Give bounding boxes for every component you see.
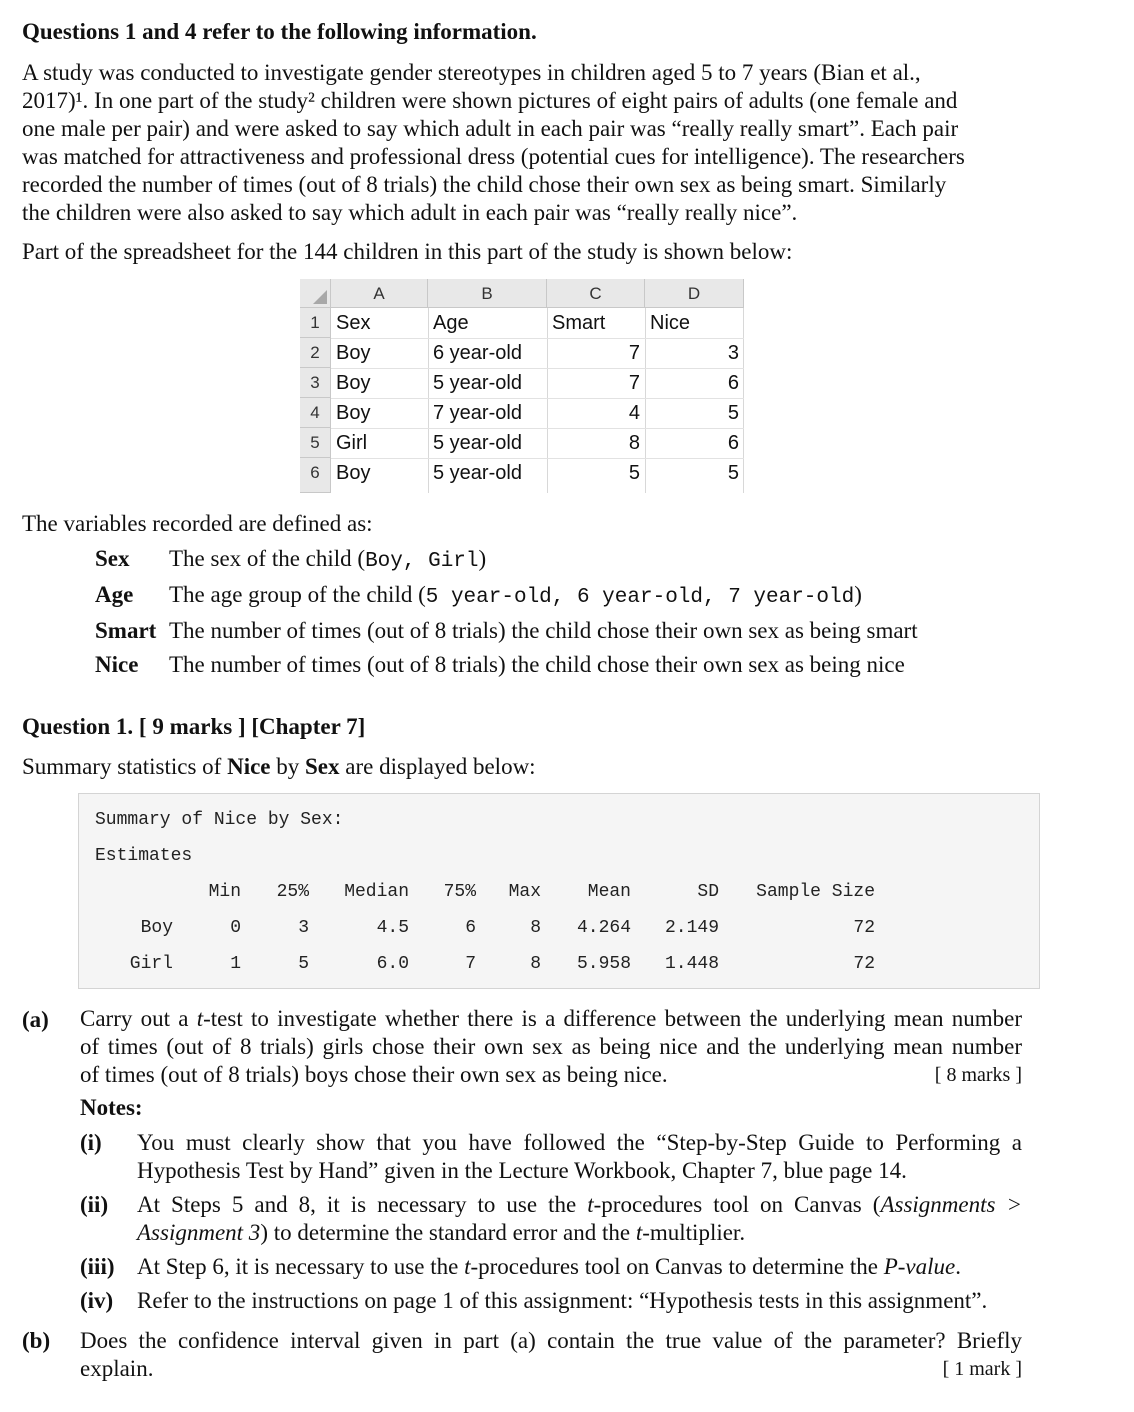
cell-age[interactable]: 5 year-old bbox=[433, 432, 522, 454]
r-cell: 8 bbox=[530, 918, 541, 938]
caption-text: Summary statistics of bbox=[22, 754, 228, 779]
r-output-title: Summary of Nice by Sex: bbox=[95, 810, 344, 830]
cell-sex[interactable]: Boy bbox=[336, 402, 371, 424]
note-ii bbox=[137, 1191, 1022, 1247]
cell-smart[interactable]: 7 bbox=[628, 372, 640, 394]
spreadsheet bbox=[300, 279, 744, 493]
def-term-smart: Smart bbox=[95, 618, 157, 643]
column-header-a[interactable]: A bbox=[331, 279, 428, 308]
variables-intro: The variables recorded are defined as: bbox=[22, 511, 373, 536]
note-number: (iv) bbox=[80, 1288, 114, 1313]
row-header[interactable]: 4 bbox=[300, 398, 331, 428]
select-all-corner[interactable] bbox=[300, 279, 331, 308]
summary-caption bbox=[22, 754, 536, 780]
intro-line: recorded the number of times (out of 8 trials) the child chose their own sex as being smart. Similarly bbox=[22, 172, 947, 197]
intro-line: one male per pair) and were asked to say which adult in each pair was “really really smart”. Each pair bbox=[22, 116, 959, 141]
part-b-question bbox=[80, 1327, 1022, 1383]
def-term-sex: Sex bbox=[95, 546, 130, 571]
text: Carry out a bbox=[80, 1006, 197, 1031]
r-cell: 72 bbox=[853, 918, 875, 938]
intro-line: the children were also asked to say which adult in each pair was “really really nice”. bbox=[22, 200, 798, 225]
cell-sex[interactable]: Girl bbox=[336, 432, 368, 454]
text: ) to determine the standard error and the bbox=[260, 1220, 636, 1245]
intro-paragraph bbox=[22, 59, 1022, 227]
r-col-header: 25% bbox=[276, 882, 309, 902]
r-cell: 4.264 bbox=[576, 918, 631, 938]
def-term-nice: Nice bbox=[95, 652, 139, 677]
note-number: (ii) bbox=[80, 1192, 109, 1217]
part-a-marks: [ 8 marks ] bbox=[934, 1064, 1022, 1086]
r-col-header: Sample Size bbox=[756, 882, 875, 902]
r-cell: 8 bbox=[530, 954, 541, 974]
caption-var-sex: Sex bbox=[305, 754, 340, 779]
r-cell: 72 bbox=[853, 954, 875, 974]
row-header[interactable]: 5 bbox=[300, 428, 331, 458]
note-line: Hypothesis Test by Hand” given in the Lecture Workbook, Chapter 7, blue page 14. bbox=[137, 1158, 907, 1183]
note-iii bbox=[137, 1253, 1022, 1281]
r-cell: 4.5 bbox=[376, 918, 409, 938]
part-b-marks: [ 1 mark ] bbox=[942, 1358, 1022, 1380]
note-line bbox=[137, 1219, 1022, 1247]
r-cell: 2.149 bbox=[664, 918, 719, 938]
r-col-header: Median bbox=[344, 882, 409, 902]
note-line bbox=[137, 1191, 1022, 1219]
r-cell: 5 bbox=[298, 954, 309, 974]
r-output-subtitle: Estimates bbox=[95, 846, 193, 866]
def-desc-text: ) bbox=[478, 546, 487, 571]
caption-var-nice: Nice bbox=[227, 754, 271, 779]
cell-nice[interactable]: 5 bbox=[727, 402, 739, 424]
cell-nice[interactable]: 3 bbox=[727, 342, 739, 364]
notes-label: Notes: bbox=[80, 1095, 143, 1120]
note-line bbox=[137, 1253, 1022, 1281]
question1-title: Question 1. [ 9 marks ] [Chapter 7] bbox=[22, 714, 366, 739]
cell-header-sex[interactable]: Sex bbox=[336, 312, 371, 334]
cell-header-nice[interactable]: Nice bbox=[650, 312, 691, 334]
def-desc-text: The age group of the child ( bbox=[169, 582, 426, 607]
corner-triangle-icon bbox=[313, 290, 327, 304]
italic-text: Assignment 3 bbox=[137, 1220, 261, 1245]
intro-line: A study was conducted to investigate gender stereotypes in children aged 5 to 7 years (Bian et al., bbox=[22, 60, 921, 85]
def-desc-nice: The number of times (out of 8 trials) the child chose their own sex as being nice bbox=[169, 652, 905, 677]
italic-text: P-value bbox=[883, 1254, 956, 1279]
cell-nice[interactable]: 6 bbox=[727, 372, 739, 394]
intro-line: was matched for attractiveness and professional dress (potential cues for intelligence). The researchers bbox=[22, 144, 965, 169]
cell-header-age[interactable]: Age bbox=[433, 312, 469, 334]
text: -multiplier. bbox=[642, 1220, 746, 1245]
note-line: Refer to the instructions on page 1 of this assignment: “Hypothesis tests in this assignment”. bbox=[137, 1288, 988, 1313]
def-desc-text: The sex of the child ( bbox=[169, 546, 366, 571]
row-header[interactable]: 2 bbox=[300, 338, 331, 368]
note-i bbox=[137, 1129, 1022, 1185]
r-cell: 0 bbox=[230, 918, 241, 938]
text: -test to investigate whether there is a difference between the underlying mean number bbox=[203, 1006, 1022, 1031]
note-number: (i) bbox=[80, 1130, 102, 1155]
cell-sex[interactable]: Boy bbox=[336, 372, 371, 394]
note-line: You must clearly show that you have followed the “Step-by-Step Guide to Performing a bbox=[137, 1130, 1022, 1155]
def-desc-sex bbox=[169, 546, 486, 573]
row-header[interactable]: 1 bbox=[300, 308, 331, 338]
note-number: (iii) bbox=[80, 1254, 115, 1279]
row-header[interactable]: 3 bbox=[300, 368, 331, 398]
def-desc-age bbox=[169, 582, 862, 609]
part-a-line: of times (out of 8 trials) boys chose their own sex as being nice. bbox=[80, 1062, 668, 1087]
r-cell: 1.448 bbox=[664, 954, 719, 974]
cell-smart[interactable]: 4 bbox=[628, 402, 640, 424]
text: At Steps 5 and 8, it is necessary to use the bbox=[137, 1192, 588, 1217]
intro-line: 2017)¹. In one part of the study² children were shown pictures of eight pairs of adults (one female and bbox=[22, 88, 958, 113]
cell-nice[interactable]: 6 bbox=[727, 432, 739, 454]
def-desc-smart: The number of times (out of 8 trials) the child chose their own sex as being smart bbox=[169, 618, 918, 643]
def-code: 5 year-old, 6 year-old, 7 year-old bbox=[425, 586, 855, 609]
italic-t: t bbox=[464, 1254, 471, 1279]
r-col-header: Max bbox=[508, 882, 541, 902]
cell-age[interactable]: 5 year-old bbox=[433, 462, 522, 484]
r-cell: 3 bbox=[298, 918, 309, 938]
cell-smart[interactable]: 8 bbox=[628, 432, 640, 454]
spreadsheet-intro: Part of the spreadsheet for the 144 children in this part of the study is shown below: bbox=[22, 239, 793, 264]
cell-nice[interactable]: 5 bbox=[727, 462, 739, 484]
cell-smart[interactable]: 5 bbox=[628, 462, 640, 484]
column-header-b[interactable]: B bbox=[428, 279, 547, 308]
r-cell: 5.958 bbox=[576, 954, 631, 974]
r-cell: 1 bbox=[230, 954, 241, 974]
cell-smart[interactable]: 7 bbox=[628, 342, 640, 364]
column-header-c[interactable]: C bbox=[547, 279, 645, 308]
cell-age[interactable]: 6 year-old bbox=[433, 342, 522, 364]
r-row-label: Boy bbox=[140, 918, 173, 938]
italic-t: t bbox=[196, 1006, 204, 1031]
note-iv bbox=[137, 1287, 1022, 1315]
r-row-label: Girl bbox=[129, 954, 173, 974]
row-header[interactable]: 6 bbox=[300, 458, 331, 493]
section-heading: Questions 1 and 4 refer to the following information. bbox=[22, 19, 537, 44]
cell-header-smart[interactable]: Smart bbox=[552, 312, 606, 334]
r-col-header: Min bbox=[208, 882, 241, 902]
part-a-line bbox=[80, 1005, 1022, 1033]
part-a-label: (a) bbox=[22, 1007, 49, 1032]
text: -procedures tool on Canvas ( bbox=[593, 1192, 881, 1217]
text: At Step 6, it is necessary to use the bbox=[137, 1254, 465, 1279]
r-col-header: 75% bbox=[443, 882, 476, 902]
r-col-header: SD bbox=[697, 882, 719, 902]
cell-age[interactable]: 5 year-old bbox=[433, 372, 522, 394]
def-code: Boy, Girl bbox=[365, 550, 479, 573]
italic-text: Assignments > bbox=[880, 1192, 1022, 1217]
column-header-d[interactable]: D bbox=[645, 279, 744, 308]
part-b-line: explain. bbox=[80, 1356, 154, 1381]
caption-text: are displayed below: bbox=[339, 754, 536, 779]
text: -procedures tool on Canvas to determine the bbox=[470, 1254, 884, 1279]
r-col-header: Mean bbox=[587, 882, 631, 902]
cell-age[interactable]: 7 year-old bbox=[433, 402, 522, 424]
r-output-box bbox=[78, 793, 1040, 989]
part-b-line: Does the confidence interval given in part (a) contain the true value of the parameter? Briefly bbox=[80, 1328, 1022, 1353]
part-b-label: (b) bbox=[22, 1328, 51, 1353]
def-desc-text: ) bbox=[854, 582, 862, 607]
r-cell: 7 bbox=[465, 954, 476, 974]
italic-t: t bbox=[635, 1220, 643, 1245]
r-cell: 6.0 bbox=[376, 954, 409, 974]
part-a-line: of times (out of 8 trials) girls chose their own sex as being nice and the underlying mean number bbox=[80, 1034, 1022, 1059]
text: . bbox=[955, 1254, 961, 1279]
def-term-age: Age bbox=[95, 582, 134, 607]
italic-t: t bbox=[587, 1192, 594, 1217]
cell-sex[interactable]: Boy bbox=[336, 462, 371, 484]
part-a-question bbox=[80, 1005, 1022, 1089]
caption-text: by bbox=[270, 754, 305, 779]
r-cell: 6 bbox=[465, 918, 476, 938]
cell-sex[interactable]: Boy bbox=[336, 342, 371, 364]
